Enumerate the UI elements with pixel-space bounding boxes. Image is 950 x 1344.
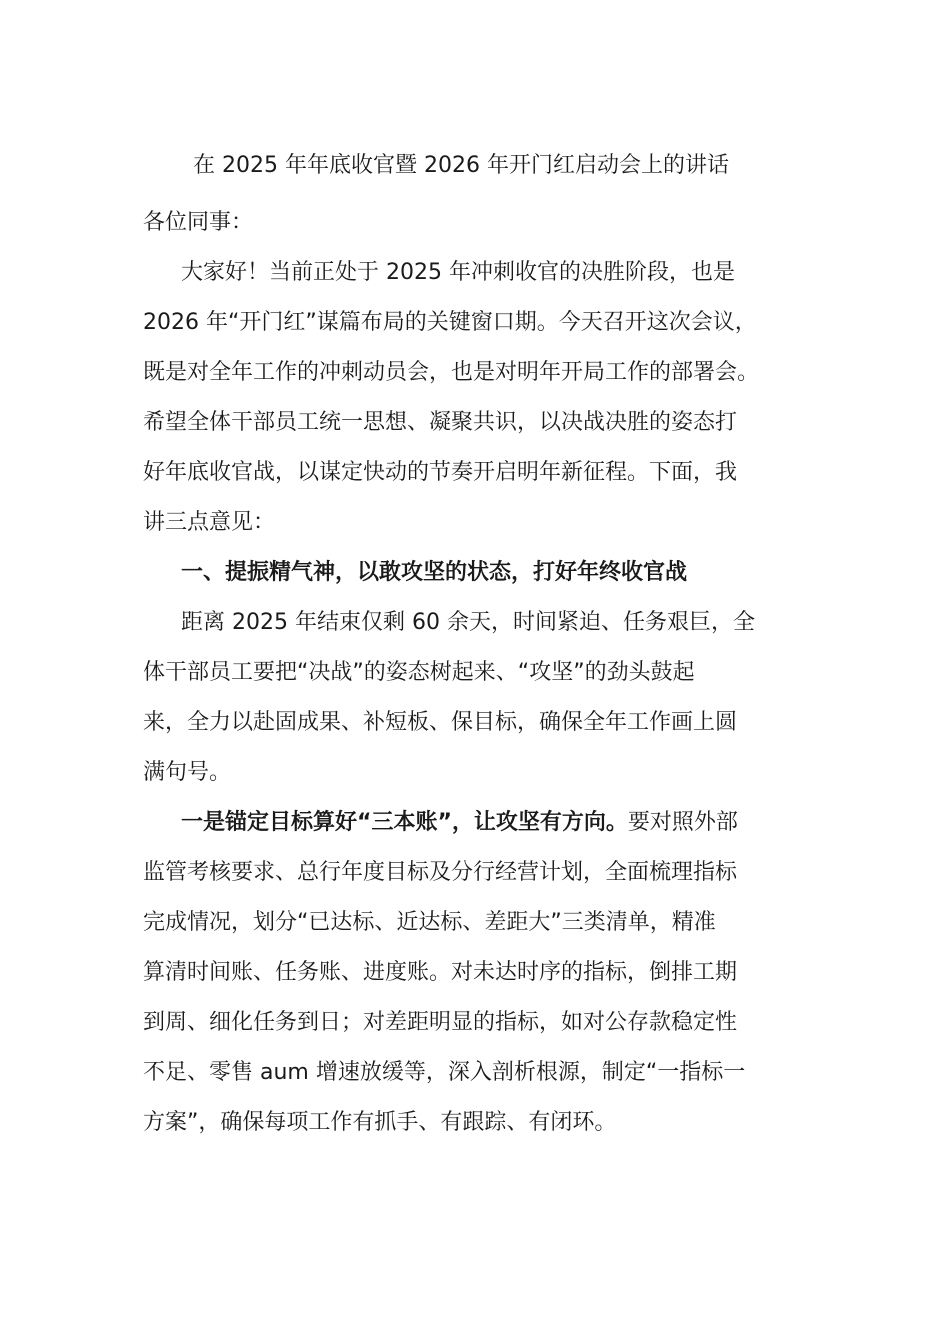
intro-line: 希望全体干部员工统一思想、凝聚共识，以决战决胜的姿态打 [143, 410, 738, 435]
point1-line: 监管考核要求、总行年度目标及分行经营计划，全面梳理指标 [143, 860, 738, 885]
section1-line: 体干部员工要把“决战”的姿态树起来、“攻坚”的劲头鼓起 [143, 660, 695, 685]
point1-lead: 一是锚定目标算好“三本账”，让攻坚有方向。 [181, 810, 628, 835]
section1-line: 来，全力以赴固成果、补短板、保目标，确保全年工作画上圆 [143, 710, 738, 735]
intro-line: 大家好！当前正处于 2025 年冲刺收官的决胜阶段，也是 [181, 260, 735, 285]
section-heading-1: 一、提振精气神，以敢攻坚的状态，打好年终收官战 [181, 560, 688, 585]
point1-first-line [143, 798, 818, 848]
document-title: 在 2025 年年底收官暨 2026 年开门红启动会上的讲话 [193, 153, 729, 178]
section1-line: 满句号。 [143, 760, 232, 785]
salutation: 各位同事： [143, 210, 254, 235]
intro-paragraph [143, 248, 818, 548]
point1-lead-tail: 要对照外部 [627, 810, 738, 835]
point1-line: 算清时间账、任务账、进度账。对未达时序的指标，倒排工期 [143, 960, 738, 985]
intro-line: 好年底收官战，以谋定快动的节奏开启明年新征程。下面，我 [143, 460, 738, 485]
point1-line: 方案”，确保每项工作有抓手、有跟踪、有闭环。 [143, 1110, 617, 1135]
intro-line: 讲三点意见： [143, 510, 276, 535]
section1-line: 距离 2025 年结束仅剩 60 余天，时间紧迫、任务艰巨，全 [181, 610, 755, 635]
point1-line: 完成情况，划分“已达标、近达标、差距大”三类清单，精准 [143, 910, 716, 935]
intro-line: 2026 年“开门红”谋篇布局的关键窗口期。今天召开这次会议， [143, 310, 757, 335]
point1-line: 不足、零售 aum 增速放缓等，深入剖析根源，制定“一指标一 [143, 1060, 746, 1085]
section1-paragraph [143, 598, 818, 798]
point1-line: 到周、细化任务到日；对差距明显的指标，如对公存款稳定性 [143, 1010, 738, 1035]
point1-paragraph [143, 798, 818, 1148]
intro-line: 既是对全年工作的冲刺动员会，也是对明年开局工作的部署会。 [143, 360, 760, 385]
document-page [143, 148, 818, 1148]
